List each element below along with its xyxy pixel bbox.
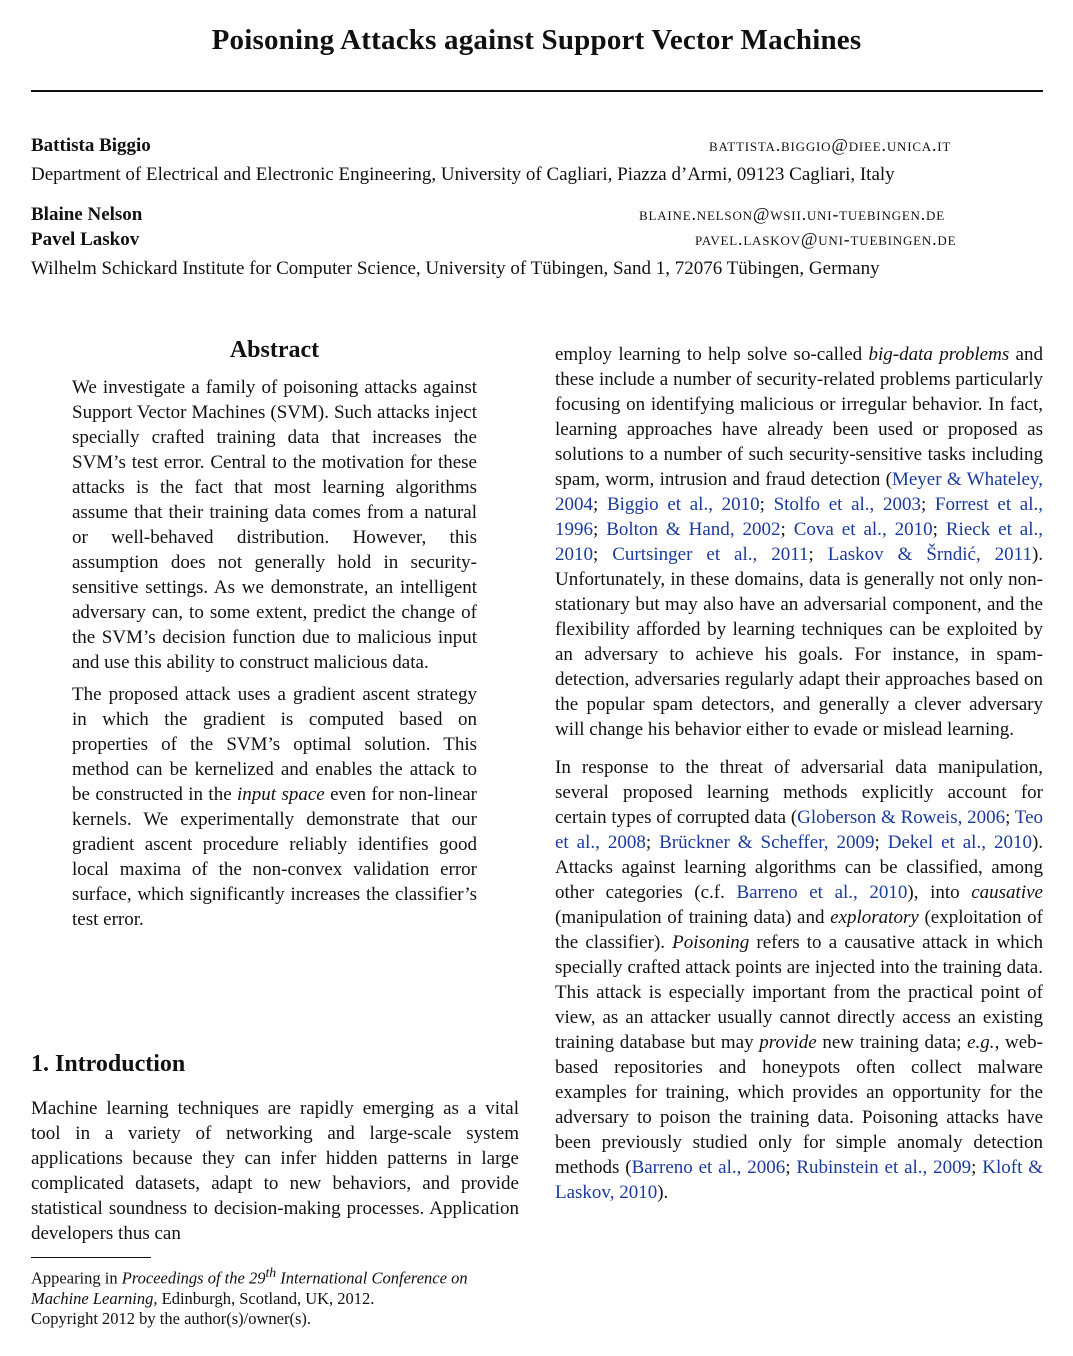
intro-paragraph: Machine learning techniques are rapidly emerging as a vital tool in a variety of networking and large-scale system applications because they can infer hidden patterns in large complicated datasets, adapt to new behaviors, and provide statistical soundness to decision-making processes. Application developers thus can xyxy=(31,1098,519,1244)
citation-link[interactable]: Laskov & Šrndić, 2011 xyxy=(827,544,1032,565)
citation-link[interactable]: Globerson & Roweis, 2006 xyxy=(797,807,1006,828)
citation-link[interactable]: Barreno et al., 2010 xyxy=(736,882,908,903)
citation-link[interactable]: Brückner & Scheffer, 2009 xyxy=(659,832,875,853)
abstract-body xyxy=(72,375,477,932)
paper-title: Poisoning Attacks against Support Vector Machines xyxy=(211,24,862,56)
citation-link[interactable]: Rieck et al., 2010 xyxy=(555,519,1044,565)
author-email[interactable]: pavel.laskov@uni-tuebingen.de xyxy=(695,229,957,249)
citation-link[interactable]: Dekel et al., 2010 xyxy=(887,832,1032,853)
affiliation-tuebingen: Wilhelm Schickard Institute for Computer Science, University of Tübingen, Sand 1, 72076 Tübingen, Germany xyxy=(31,258,880,279)
citation-link[interactable]: Teo et al., 2008 xyxy=(555,807,1044,853)
author-name: Battista Biggio xyxy=(31,135,151,156)
author-name: Pavel Laskov xyxy=(31,229,140,250)
body-paragraph: employ learning to help solve so-called big-data problems and these include a number of security-related problems particularly focusing on identifying malicious or irregular behavior. In fact, learning approaches have already been used or proposed as solutions to a number of such security-sensitive tasks including spam, worm, intrusion and fraud detection (Meyer & Whateley, 2004; Biggio et al., 2010; Stolfo et al., 2003; Forrest et al., 1996; Bolton & Hand, 2002; Cova et al., 2010; Rieck et al., 2010; Curtsinger et al., 2011; Laskov & Šrndić, 2011). Unfortunately, in these domains, data is generally not only non-stationary but may also have an adversarial component, and the flexibility afforded by learning techniques can be exploited by an adversary to achieve his goals. For instance, in spam-detection, adversaries regularly adapt their approaches based on the popular spam detectors, and generally a clever adversary will change his behavior either to evade or mislead learning. xyxy=(555,344,1044,740)
citation-link[interactable]: Meyer & Whateley, 2004 xyxy=(555,469,1043,515)
citation-link[interactable]: Curtsinger et al., 2011 xyxy=(612,544,809,565)
abstract-paragraph: We investigate a family of poisoning attacks against Support Vector Machines (SVM). Such attacks inject specially crafted training data that increases the SVM’s test error. Central to the motivation for these attacks is the fact that most learning algorithms assume that their training data comes from a natural or well-behaved distribution. However, this assumption does not generally hold in security-sensitive settings. As we demonstrate, an intelligent adversary can, to some extent, predict the change of the SVM’s decision function due to malicious input and use this ability to construct malicious data. xyxy=(72,377,477,673)
author-block-3 xyxy=(31,229,1043,251)
footnote-rule xyxy=(31,1257,151,1258)
author-block-2 xyxy=(31,204,1043,226)
title-rule xyxy=(31,90,1043,92)
citation-link[interactable]: Rubinstein et al., 2009 xyxy=(796,1157,972,1178)
footnote: Appearing in Proceedings of the 29th International Conference on Machine Learning, Edinburgh, Scotland, UK, 2012. Copyright 2012 by the author(s)/owner(s). xyxy=(31,1265,468,1328)
author-email[interactable]: blaine.nelson@wsii.uni-tuebingen.de xyxy=(639,204,945,224)
intro-body xyxy=(31,1096,519,1246)
citation-link[interactable]: Cova et al., 2010 xyxy=(793,519,933,540)
author-name: Blaine Nelson xyxy=(31,204,143,225)
author-block-1 xyxy=(31,135,1043,157)
affiliation-cagliari: Department of Electrical and Electronic Engineering, University of Cagliari, Piazza d’Armi, 09123 Cagliari, Italy xyxy=(31,164,895,185)
section-heading-introduction: 1. Introduction xyxy=(31,1051,186,1077)
body-paragraph: In response to the threat of adversarial data manipulation, several proposed learning methods explicitly account for certain types of corrupted data (Globerson & Roweis, 2006; Teo et al., 2008; Brückner & Scheffer, 2009; Dekel et al., 2010). Attacks against learning algorithms can be classified, among other categories (c.f. Barreno et al., 2010), into causative (manipulation of training data) and exploratory (exploitation of the classifier). Poisoning refers to a causative attack in which specially crafted attack points are injected into the training data. This attack is especially important from the practical point of view, as an attacker usually cannot directly access an existing training database but may provide new training data; e.g., web-based repositories and honeypots often collect malware examples for training, which provides an opportunity for the adversary to poison the training data. Poisoning attacks have been previously studied only for simple anomaly detection methods (Barreno et al., 2006; Rubinstein et al., 2009; Kloft & Laskov, 2010). xyxy=(555,757,1044,1203)
citation-link[interactable]: Kloft & Laskov, 2010 xyxy=(555,1157,1043,1203)
right-column xyxy=(555,342,1043,1205)
citation-link[interactable]: Stolfo et al., 2003 xyxy=(773,494,921,515)
author-email[interactable]: battista.biggio@diee.unica.it xyxy=(709,135,952,155)
abstract-paragraph: The proposed attack uses a gradient ascent strategy in which the gradient is computed based on properties of the SVM’s optimal solution. This method can be kernelized and enables the attack to be constructed in the input space even for non-linear kernels. We experimentally demonstrate that our gradient ascent procedure reliably identifies good local maxima of the non-convex validation error surface, which significantly increases the classifier’s test error. xyxy=(72,684,477,930)
abstract-heading: Abstract xyxy=(229,337,320,363)
citation-link[interactable]: Biggio et al., 2010 xyxy=(606,494,760,515)
citation-link[interactable]: Barreno et al., 2006 xyxy=(631,1157,786,1178)
citation-link[interactable]: Bolton & Hand, 2002 xyxy=(606,519,781,540)
citation-link[interactable]: Forrest et al., 1996 xyxy=(555,494,1044,540)
